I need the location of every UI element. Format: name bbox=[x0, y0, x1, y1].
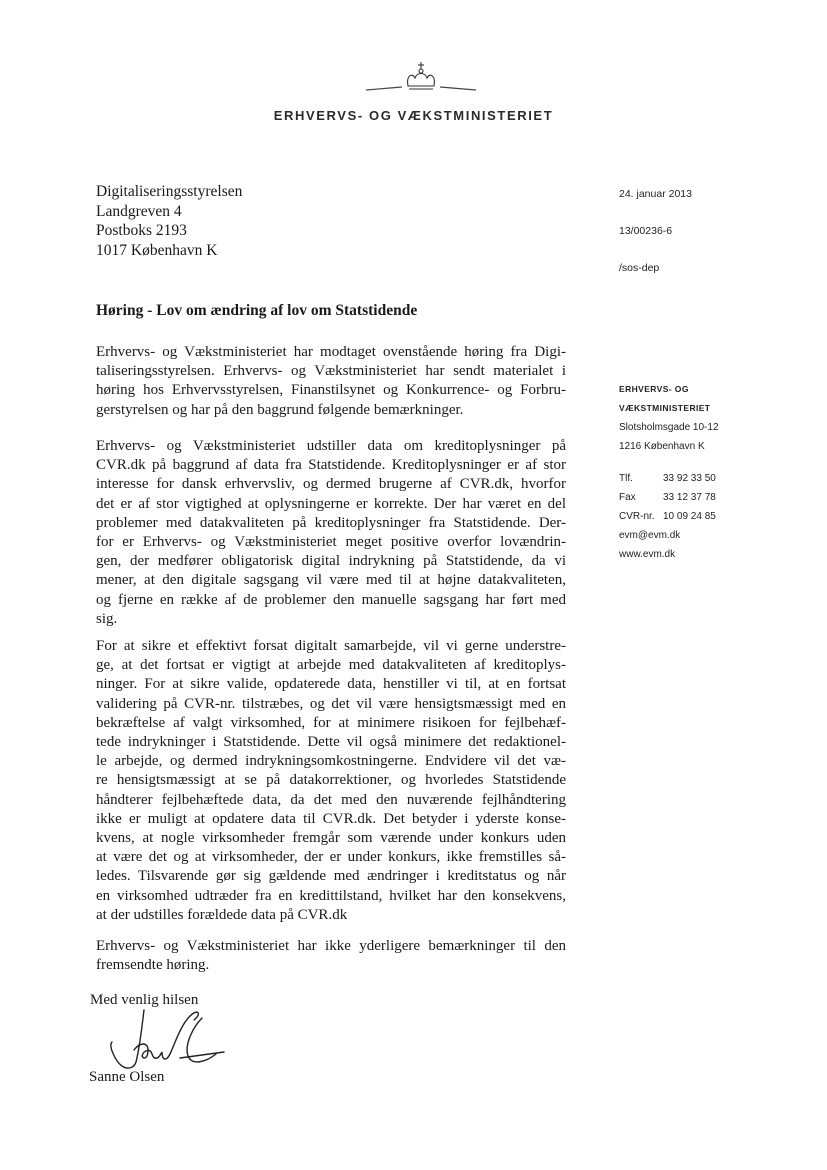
text-line: validering på CVR-nr. tilstræbes, og det vil være hensigtsmæssigt med en bbox=[96, 695, 566, 712]
text-line: det er af stor vigtighed at oplysningerne er korrekte. Der har været en del bbox=[96, 495, 566, 512]
text-line: le arbejde, og dermed indrykningsomkostningerne. Endvidere vil det væ- bbox=[96, 753, 566, 770]
text-line: bekræftelse af valgt virksomhed, for at minimere risikoen for fejlbehæf- bbox=[96, 714, 566, 731]
phone-row bbox=[619, 469, 719, 488]
text-line: høring hos Erhvervsstyrelsen, Finanstilsynet og Konkurrence- og Forbru- bbox=[96, 382, 566, 399]
text-line: gerstyrelsen og har på den baggrund følgende bemærkninger. bbox=[96, 401, 464, 418]
paragraph-4 bbox=[96, 937, 566, 975]
text-line: kvens, at nogle virksomheder fremgår som værende under konkurs uden bbox=[96, 830, 566, 847]
text-line: ninger. For at sikre valide, opdaterede data, henstiller vi til, at en fortsat bbox=[96, 676, 566, 693]
text-line: ikke er muligt at opdatere data til CVR.dk. Det betyder i yderste konse- bbox=[96, 810, 566, 827]
cvr-label: CVR-nr. bbox=[619, 511, 655, 522]
ministry-name: ERHVERVS- OG VÆKSTMINISTERIET bbox=[273, 108, 554, 123]
fax-row bbox=[619, 488, 719, 507]
text-line: for er Erhvervs- og Vækstministeriet meget positive overfor lovændrin- bbox=[96, 534, 566, 551]
text-line: og fjerne en række af de problemer den manuelle sagsgang har ført med bbox=[96, 591, 566, 608]
text-line: sig. bbox=[96, 610, 118, 627]
handwritten-signature bbox=[98, 1006, 228, 1076]
text-line: at der udstilles forældede data på CVR.dk bbox=[96, 906, 348, 923]
street-address: Slotsholmsgade 10-12 bbox=[619, 422, 719, 433]
text-line: Erhvervs- og Vækstministeriet har modtaget ovenstående høring fra Digi- bbox=[96, 344, 566, 360]
phone-label: Tlf. bbox=[619, 473, 633, 484]
fax-label: Fax bbox=[619, 492, 636, 503]
email-address: evm@evm.dk bbox=[619, 530, 681, 541]
cvr-row bbox=[619, 507, 719, 526]
recipient-address bbox=[96, 182, 242, 260]
letter-date: 24. januar 2013 bbox=[619, 188, 692, 200]
text-line: problemer med datakvaliteten på kreditoplysninger fra Statstidende. Der- bbox=[96, 514, 566, 531]
text-line: en virksomhed udtræder fra en kredittilstand, hvilket har den konsekvens, bbox=[96, 887, 566, 904]
text-line: håndterer fejlbehæftede data, da det med den nuværende fejlhåndtering bbox=[96, 791, 566, 808]
address-line: Postboks 2193 bbox=[96, 222, 187, 239]
text-line: ge, at det fortsat er vigtigt at arbejde med datakvaliteten af kreditoplys- bbox=[96, 657, 566, 674]
paragraph-1 bbox=[96, 343, 566, 420]
text-line: re hensigtsmæssigt at se på datakorrektioner, og hvorledes Statstidende bbox=[96, 772, 566, 789]
letter-subject: Høring - Lov om ændring af lov om Statstidende bbox=[96, 302, 418, 319]
text-line: For at sikre et effektivt forsat digitalt samarbejde, vil vi gerne understre- bbox=[96, 638, 566, 654]
postal-city: 1216 København K bbox=[619, 441, 705, 452]
signer-name: Sanne Olsen bbox=[89, 1069, 165, 1085]
text-line: at være det og at virksomheder, der er under konkurs, ikke fremstilles så- bbox=[96, 849, 566, 866]
text-line: ledes. Tilsvarende gør sig gældende med ændringer i kreditstatus og når bbox=[96, 868, 566, 885]
paragraph-2 bbox=[96, 437, 566, 629]
text-line: gen, der medfører obligatorisk digital indrykning på Statstidende, da vi bbox=[96, 553, 566, 570]
text-line: Erhvervs- og Vækstministeriet udstiller data om kreditoplysninger på bbox=[96, 438, 566, 454]
text-line: Erhvervs- og Vækstministeriet har ikke yderligere bemærkninger til den bbox=[96, 938, 566, 954]
reference-number: 13/00236-6 bbox=[619, 225, 673, 237]
website: www.evm.dk bbox=[619, 549, 676, 560]
paragraph-3 bbox=[96, 637, 566, 925]
org-name-line-1: ERHVERVS- OG bbox=[619, 384, 689, 394]
text-line: taliseringsstyrelsen. Erhvervs- og Vækstministeriet har sendt materialet i bbox=[96, 363, 566, 380]
phone-number: 33 92 33 50 bbox=[663, 473, 716, 484]
address-line: Digitaliseringsstyrelsen bbox=[96, 183, 243, 200]
text-line: fremsendte høring. bbox=[96, 957, 210, 974]
text-line: tede indrykninger i Statstidende. Dette vil også minimere det redaktionel- bbox=[96, 734, 566, 751]
cvr-number: 10 09 24 85 bbox=[663, 511, 716, 522]
address-line: 1017 København K bbox=[96, 241, 218, 259]
sender-contact-block bbox=[619, 380, 719, 564]
fax-number: 33 12 37 78 bbox=[663, 492, 716, 503]
text-line: CVR.dk på baggrund af data fra Statstidende. Kreditoplysninger er af stor bbox=[96, 457, 566, 474]
case-initials: /sos-dep bbox=[619, 262, 660, 274]
org-name-line-2: VÆKSTMINISTERIET bbox=[619, 403, 711, 413]
closing-greeting: Med venlig hilsen bbox=[90, 992, 199, 1008]
royal-crown-icon bbox=[366, 60, 476, 100]
text-line: mener, at den digitale sagsgang vil være med til at højne datakvaliteten, bbox=[96, 572, 566, 589]
address-line: Landgreven 4 bbox=[96, 202, 182, 220]
text-line: interesse for dansk erhvervsliv, og dermed brugerne af CVR.dk, hvorfor bbox=[96, 476, 566, 493]
